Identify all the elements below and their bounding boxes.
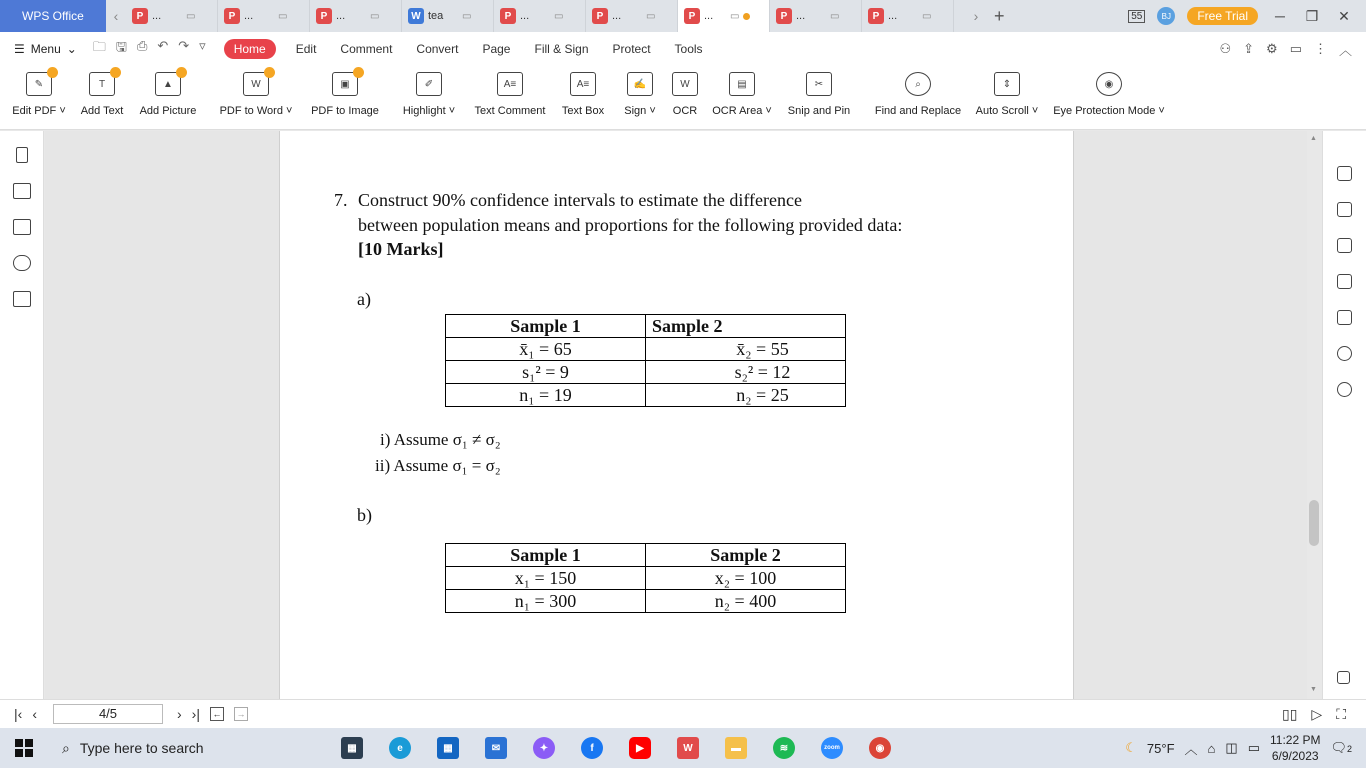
search-placeholder: Type here to search xyxy=(79,740,204,756)
tray-overflow-icon[interactable]: ︿ xyxy=(1184,741,1198,757)
snip-pin-icon: ✂ xyxy=(806,72,832,96)
right-sidebar xyxy=(1322,131,1366,699)
premium-crown-icon xyxy=(264,67,275,78)
ocr-icon: W xyxy=(672,72,698,96)
text-box-icon: A≡ xyxy=(570,72,596,96)
assumption-i: i) Assume σ₁ ≠ σ₂ xyxy=(380,430,501,449)
document-tab-active[interactable] xyxy=(678,0,770,32)
pdf-file-icon: P xyxy=(316,8,332,24)
highlight-icon: ✐ xyxy=(416,72,442,96)
next-view-icon[interactable]: → xyxy=(234,707,248,721)
collapse-ribbon-icon[interactable]: ︿ xyxy=(1338,42,1352,58)
previous-page-icon[interactable]: ‹ xyxy=(32,706,37,722)
free-trial-button[interactable]: Free Trial xyxy=(1187,7,1258,25)
table-cell: x̄₁ = 65 xyxy=(446,338,646,361)
notification-icon[interactable]: 🗨2 xyxy=(1330,740,1352,755)
tab-title: tea xyxy=(428,10,444,22)
highlight-button[interactable] xyxy=(399,66,459,130)
sign-icon: ✍ xyxy=(627,72,653,96)
clock[interactable] xyxy=(1270,732,1320,764)
vertical-scrollbar[interactable] xyxy=(1307,131,1321,699)
ribbon-label: Auto Scroll ˅ xyxy=(975,105,1039,117)
hamburger-icon: ☰ xyxy=(14,42,25,56)
text-box-button[interactable] xyxy=(560,66,606,130)
app-name: WPS Office xyxy=(22,9,84,23)
collaborate-icon[interactable]: ⚇ xyxy=(1219,41,1232,56)
next-page-icon[interactable]: › xyxy=(176,706,182,722)
monitor-icon: ▭ xyxy=(646,10,656,22)
marks-label: [10 Marks] xyxy=(358,239,444,259)
ribbon-label: Eye Protection Mode ˅ xyxy=(1053,105,1165,117)
unsaved-dot-icon xyxy=(743,13,750,20)
notification-count: 2 xyxy=(1346,744,1352,754)
ribbon-label: Snip and Pin xyxy=(787,105,851,117)
pdf-file-icon: P xyxy=(592,8,608,24)
tab-home[interactable]: Home xyxy=(224,39,276,59)
monitor-icon: ▭ xyxy=(730,10,740,22)
snip-and-pin-button[interactable] xyxy=(786,66,852,130)
customize-toolbar-icon[interactable]: ▿ xyxy=(199,38,206,53)
ocr-area-button[interactable] xyxy=(712,66,772,130)
page-number-input[interactable]: 4/5 xyxy=(53,704,163,724)
edit-pdf-button[interactable] xyxy=(12,66,66,130)
question-number: 7. xyxy=(334,190,348,210)
tab-title: ... xyxy=(704,10,714,22)
windows-taskbar xyxy=(0,728,1366,768)
image-tools-icon[interactable] xyxy=(1337,274,1352,289)
table-header: Sample 1 xyxy=(446,544,646,567)
pdf-file-icon: P xyxy=(776,8,792,24)
language-icon[interactable]: ▭ xyxy=(1247,740,1260,755)
add-text-icon: T xyxy=(89,72,115,96)
task-view-icon[interactable]: ▦ xyxy=(341,737,363,759)
tab-title: ... xyxy=(612,10,622,22)
document-tab[interactable] xyxy=(770,0,862,32)
table-row xyxy=(446,384,846,407)
ribbon-label: Edit PDF ˅ xyxy=(12,105,66,117)
tab-title: ... xyxy=(336,10,346,22)
app-home-tab[interactable] xyxy=(0,0,106,32)
pdf-to-image-icon: ▣ xyxy=(332,72,358,96)
add-picture-icon: ▲ xyxy=(155,72,181,96)
search-icon: ⌕ xyxy=(62,739,70,756)
document-tab[interactable] xyxy=(310,0,402,32)
status-bar xyxy=(0,699,1366,728)
chrome-icon[interactable]: ◉ xyxy=(869,737,891,759)
table-header: Sample 2 xyxy=(646,544,846,567)
last-page-icon[interactable]: ›| xyxy=(191,706,200,722)
table-row xyxy=(446,315,846,338)
edit-note-icon[interactable] xyxy=(1337,166,1352,181)
open-folder-icon[interactable]: 🗀 xyxy=(92,39,106,54)
weather-moon-icon: ☾ xyxy=(1125,740,1137,755)
print-icon[interactable]: ⎙ xyxy=(136,38,148,53)
table-row xyxy=(446,544,846,567)
pdf-file-icon: P xyxy=(500,8,516,24)
comment-panel-icon[interactable] xyxy=(13,219,31,235)
play-icon[interactable]: ▷ xyxy=(1311,706,1323,722)
monitor-icon: ▭ xyxy=(462,10,472,22)
document-tab[interactable] xyxy=(862,0,954,32)
table-row xyxy=(446,567,846,590)
premium-crown-icon xyxy=(110,67,121,78)
tab-title: ... xyxy=(152,10,162,22)
fullscreen-icon[interactable]: ⛶ xyxy=(1336,706,1346,722)
comment-bubble-icon[interactable]: ▭ xyxy=(1289,41,1302,56)
windows-logo-icon xyxy=(15,739,33,757)
ribbon-label: Highlight ˅ xyxy=(402,105,456,117)
ribbon-label: Add Picture xyxy=(139,105,197,117)
ribbon-toolbar xyxy=(0,66,1366,130)
table-cell: x₁ = 150 xyxy=(446,567,646,590)
ribbon-label: Text Box xyxy=(561,105,605,117)
premium-crown-icon xyxy=(176,67,187,78)
text-comment-button[interactable] xyxy=(472,66,548,130)
chevron-down-icon: ⌄ xyxy=(66,42,77,56)
eye-protection-icon: ◉ xyxy=(1096,72,1122,96)
copilot-icon[interactable]: ✦ xyxy=(533,737,555,759)
spotify-icon[interactable]: ≋ xyxy=(773,737,795,759)
word-file-icon: W xyxy=(408,8,424,24)
save-icon[interactable]: 🖫 xyxy=(115,39,127,54)
document-tab[interactable] xyxy=(586,0,678,32)
share-icon[interactable]: ⇪ xyxy=(1243,41,1255,56)
part-b-label: b) xyxy=(357,505,372,525)
clock-date: 6/9/2023 xyxy=(1271,749,1319,763)
quick-access-toolbar xyxy=(93,38,206,60)
ribbon-label: OCR Area ˅ xyxy=(712,105,772,117)
title-tab-bar xyxy=(0,0,1366,32)
left-sidebar xyxy=(0,131,44,699)
table-row xyxy=(446,338,846,361)
scrollbar-thumb[interactable] xyxy=(1309,500,1319,546)
ribbon-label: Sign ˅ xyxy=(624,105,656,117)
signature-panel-icon[interactable] xyxy=(13,291,31,307)
monitor-icon: ▭ xyxy=(830,10,840,22)
ocr-button[interactable] xyxy=(670,66,700,130)
document-tab[interactable] xyxy=(126,0,218,32)
table-header: Sample 1 xyxy=(446,315,646,338)
start-button[interactable] xyxy=(0,739,48,757)
avatar[interactable]: BJ xyxy=(1157,7,1175,25)
table-cell: n₁ = 19 xyxy=(446,384,646,407)
workspace-badge[interactable]: 55 xyxy=(1128,10,1145,23)
wps-office-icon[interactable]: W xyxy=(677,737,699,759)
pdf-file-icon: P xyxy=(868,8,884,24)
table-part-b xyxy=(445,543,846,613)
monitor-icon: ▭ xyxy=(554,10,564,22)
tab-title: ... xyxy=(888,10,898,22)
export-icon[interactable] xyxy=(1337,202,1352,217)
table-cell: x₂ = 100 xyxy=(646,567,846,590)
add-picture-button[interactable] xyxy=(138,66,198,130)
taskbar-search[interactable] xyxy=(48,728,328,768)
restore-icon[interactable]: ❐ xyxy=(1305,7,1319,24)
table-cell: s₂² = 12 xyxy=(646,361,846,384)
assumption-ii: ii) Assume σ₁ = σ₂ xyxy=(375,456,501,475)
undo-icon[interactable]: ↶ xyxy=(157,38,169,53)
tab-title: ... xyxy=(796,10,806,22)
pdf-file-icon: P xyxy=(132,8,148,24)
clock-time: 11:22 PM xyxy=(1269,733,1321,747)
part-a-label: a) xyxy=(357,289,371,309)
tab-fill-sign[interactable]: Fill & Sign xyxy=(534,42,589,56)
weather-temperature[interactable]: 75°F xyxy=(1146,740,1175,756)
tab-scroll-left-icon[interactable]: ‹ xyxy=(113,8,119,24)
document-tab[interactable] xyxy=(402,0,494,32)
zoom-search-icon[interactable] xyxy=(1337,382,1352,397)
pen-icon[interactable] xyxy=(1337,310,1352,325)
new-tab-plus-icon[interactable]: + xyxy=(994,5,1005,26)
document-tab[interactable] xyxy=(494,0,586,32)
menu-label: Menu xyxy=(30,42,61,56)
edge-browser-icon[interactable]: e xyxy=(389,737,411,759)
minimize-icon[interactable]: ─ xyxy=(1275,8,1285,24)
mail-icon[interactable]: ✉ xyxy=(485,737,507,759)
table-row xyxy=(446,361,846,384)
question-text-line1: Construct 90% confidence intervals to estimate the difference xyxy=(358,190,803,210)
table-header: Sample 2 xyxy=(646,315,846,338)
scroll-up-arrow-icon[interactable]: ▲ xyxy=(1310,135,1317,142)
auto-scroll-button[interactable] xyxy=(974,66,1040,130)
pdf-to-word-icon: W xyxy=(243,72,269,96)
pdf-to-image-button[interactable] xyxy=(310,66,380,130)
tab-edit[interactable]: Edit xyxy=(295,42,317,56)
system-tray xyxy=(1125,728,1366,768)
thumbnail-icon[interactable] xyxy=(13,183,31,199)
facebook-icon[interactable]: f xyxy=(581,737,603,759)
pdf-page xyxy=(279,131,1074,699)
previous-view-icon[interactable]: ← xyxy=(210,707,224,721)
table-cell: n₂ = 25 xyxy=(646,384,846,407)
file-explorer-icon[interactable]: ▬ xyxy=(725,737,747,759)
volume-icon[interactable]: ◫ xyxy=(1225,740,1238,755)
document-viewport[interactable] xyxy=(45,131,1307,699)
ribbon-label: PDF to Image xyxy=(311,105,379,117)
redo-icon[interactable]: ↷ xyxy=(178,38,190,53)
monitor-icon: ▭ xyxy=(370,10,380,22)
zoom-icon[interactable]: zoom xyxy=(821,737,843,759)
tab-tools[interactable]: Tools xyxy=(674,42,703,56)
tab-convert[interactable]: Convert xyxy=(416,42,459,56)
premium-crown-icon xyxy=(47,67,58,78)
auto-scroll-icon: ⇕ xyxy=(994,72,1020,96)
question-text-line2: between population means and proportions for the following provided data: xyxy=(358,215,903,235)
ribbon-label: OCR xyxy=(672,105,698,117)
grid-view-icon[interactable] xyxy=(1337,671,1350,684)
tab-page[interactable]: Page xyxy=(482,42,511,56)
attachment-icon[interactable] xyxy=(13,255,31,271)
menu-bar xyxy=(0,32,1366,66)
find-replace-icon: ⌕ xyxy=(905,72,931,96)
premium-crown-icon xyxy=(353,67,364,78)
scroll-down-arrow-icon[interactable]: ▼ xyxy=(1310,686,1317,693)
ribbon-label: Find and Replace xyxy=(874,105,962,117)
pdf-file-icon: P xyxy=(224,8,240,24)
first-page-icon[interactable]: |‹ xyxy=(14,706,23,722)
pdf-file-icon: P xyxy=(684,8,700,24)
monitor-icon: ▭ xyxy=(186,10,196,22)
ribbon-label: PDF to Word ˅ xyxy=(219,105,293,117)
monitor-icon: ▭ xyxy=(278,10,288,22)
tab-protect[interactable]: Protect xyxy=(612,42,651,56)
table-cell: x̄₂ = 55 xyxy=(646,338,846,361)
tab-title: ... xyxy=(244,10,254,22)
youtube-icon[interactable]: ▶ xyxy=(629,737,651,759)
help-icon[interactable] xyxy=(1337,346,1352,361)
eye-protection-mode-button[interactable] xyxy=(1050,66,1168,130)
ocr-area-icon: ▤ xyxy=(729,72,755,96)
ribbon-label: Add Text xyxy=(80,105,124,117)
edit-pdf-icon: ✎ xyxy=(26,72,52,96)
table-row xyxy=(446,590,846,613)
document-tab[interactable] xyxy=(218,0,310,32)
table-part-a xyxy=(445,314,846,407)
table-cell: n₂ = 400 xyxy=(646,590,846,613)
add-text-button[interactable] xyxy=(78,66,126,130)
network-icon[interactable]: ⌂ xyxy=(1207,740,1216,756)
tab-comment[interactable]: Comment xyxy=(340,42,393,56)
ribbon-label: Text Comment xyxy=(474,105,546,117)
main-menu-button[interactable] xyxy=(14,42,77,56)
close-icon[interactable]: ✕ xyxy=(1338,7,1350,24)
table-cell: n₁ = 300 xyxy=(446,590,646,613)
tab-title: ... xyxy=(520,10,530,22)
bookmark-icon[interactable] xyxy=(16,147,28,163)
settings-gear-icon[interactable]: ⚙ xyxy=(1266,41,1278,56)
text-comment-icon: A≡ xyxy=(497,72,523,96)
table-cell: s₁² = 9 xyxy=(446,361,646,384)
layout-icon[interactable] xyxy=(1337,238,1352,253)
pdf-to-word-button[interactable] xyxy=(218,66,294,130)
find-and-replace-button[interactable] xyxy=(872,66,964,130)
sign-button[interactable] xyxy=(622,66,658,130)
more-options-icon[interactable]: ⋮ xyxy=(1313,41,1327,56)
reading-mode-icon[interactable]: ▯▯ xyxy=(1281,706,1298,722)
microsoft-store-icon[interactable]: ▦ xyxy=(437,737,459,759)
tab-scroll-right-icon[interactable]: › xyxy=(973,8,979,24)
monitor-icon: ▭ xyxy=(922,10,932,22)
